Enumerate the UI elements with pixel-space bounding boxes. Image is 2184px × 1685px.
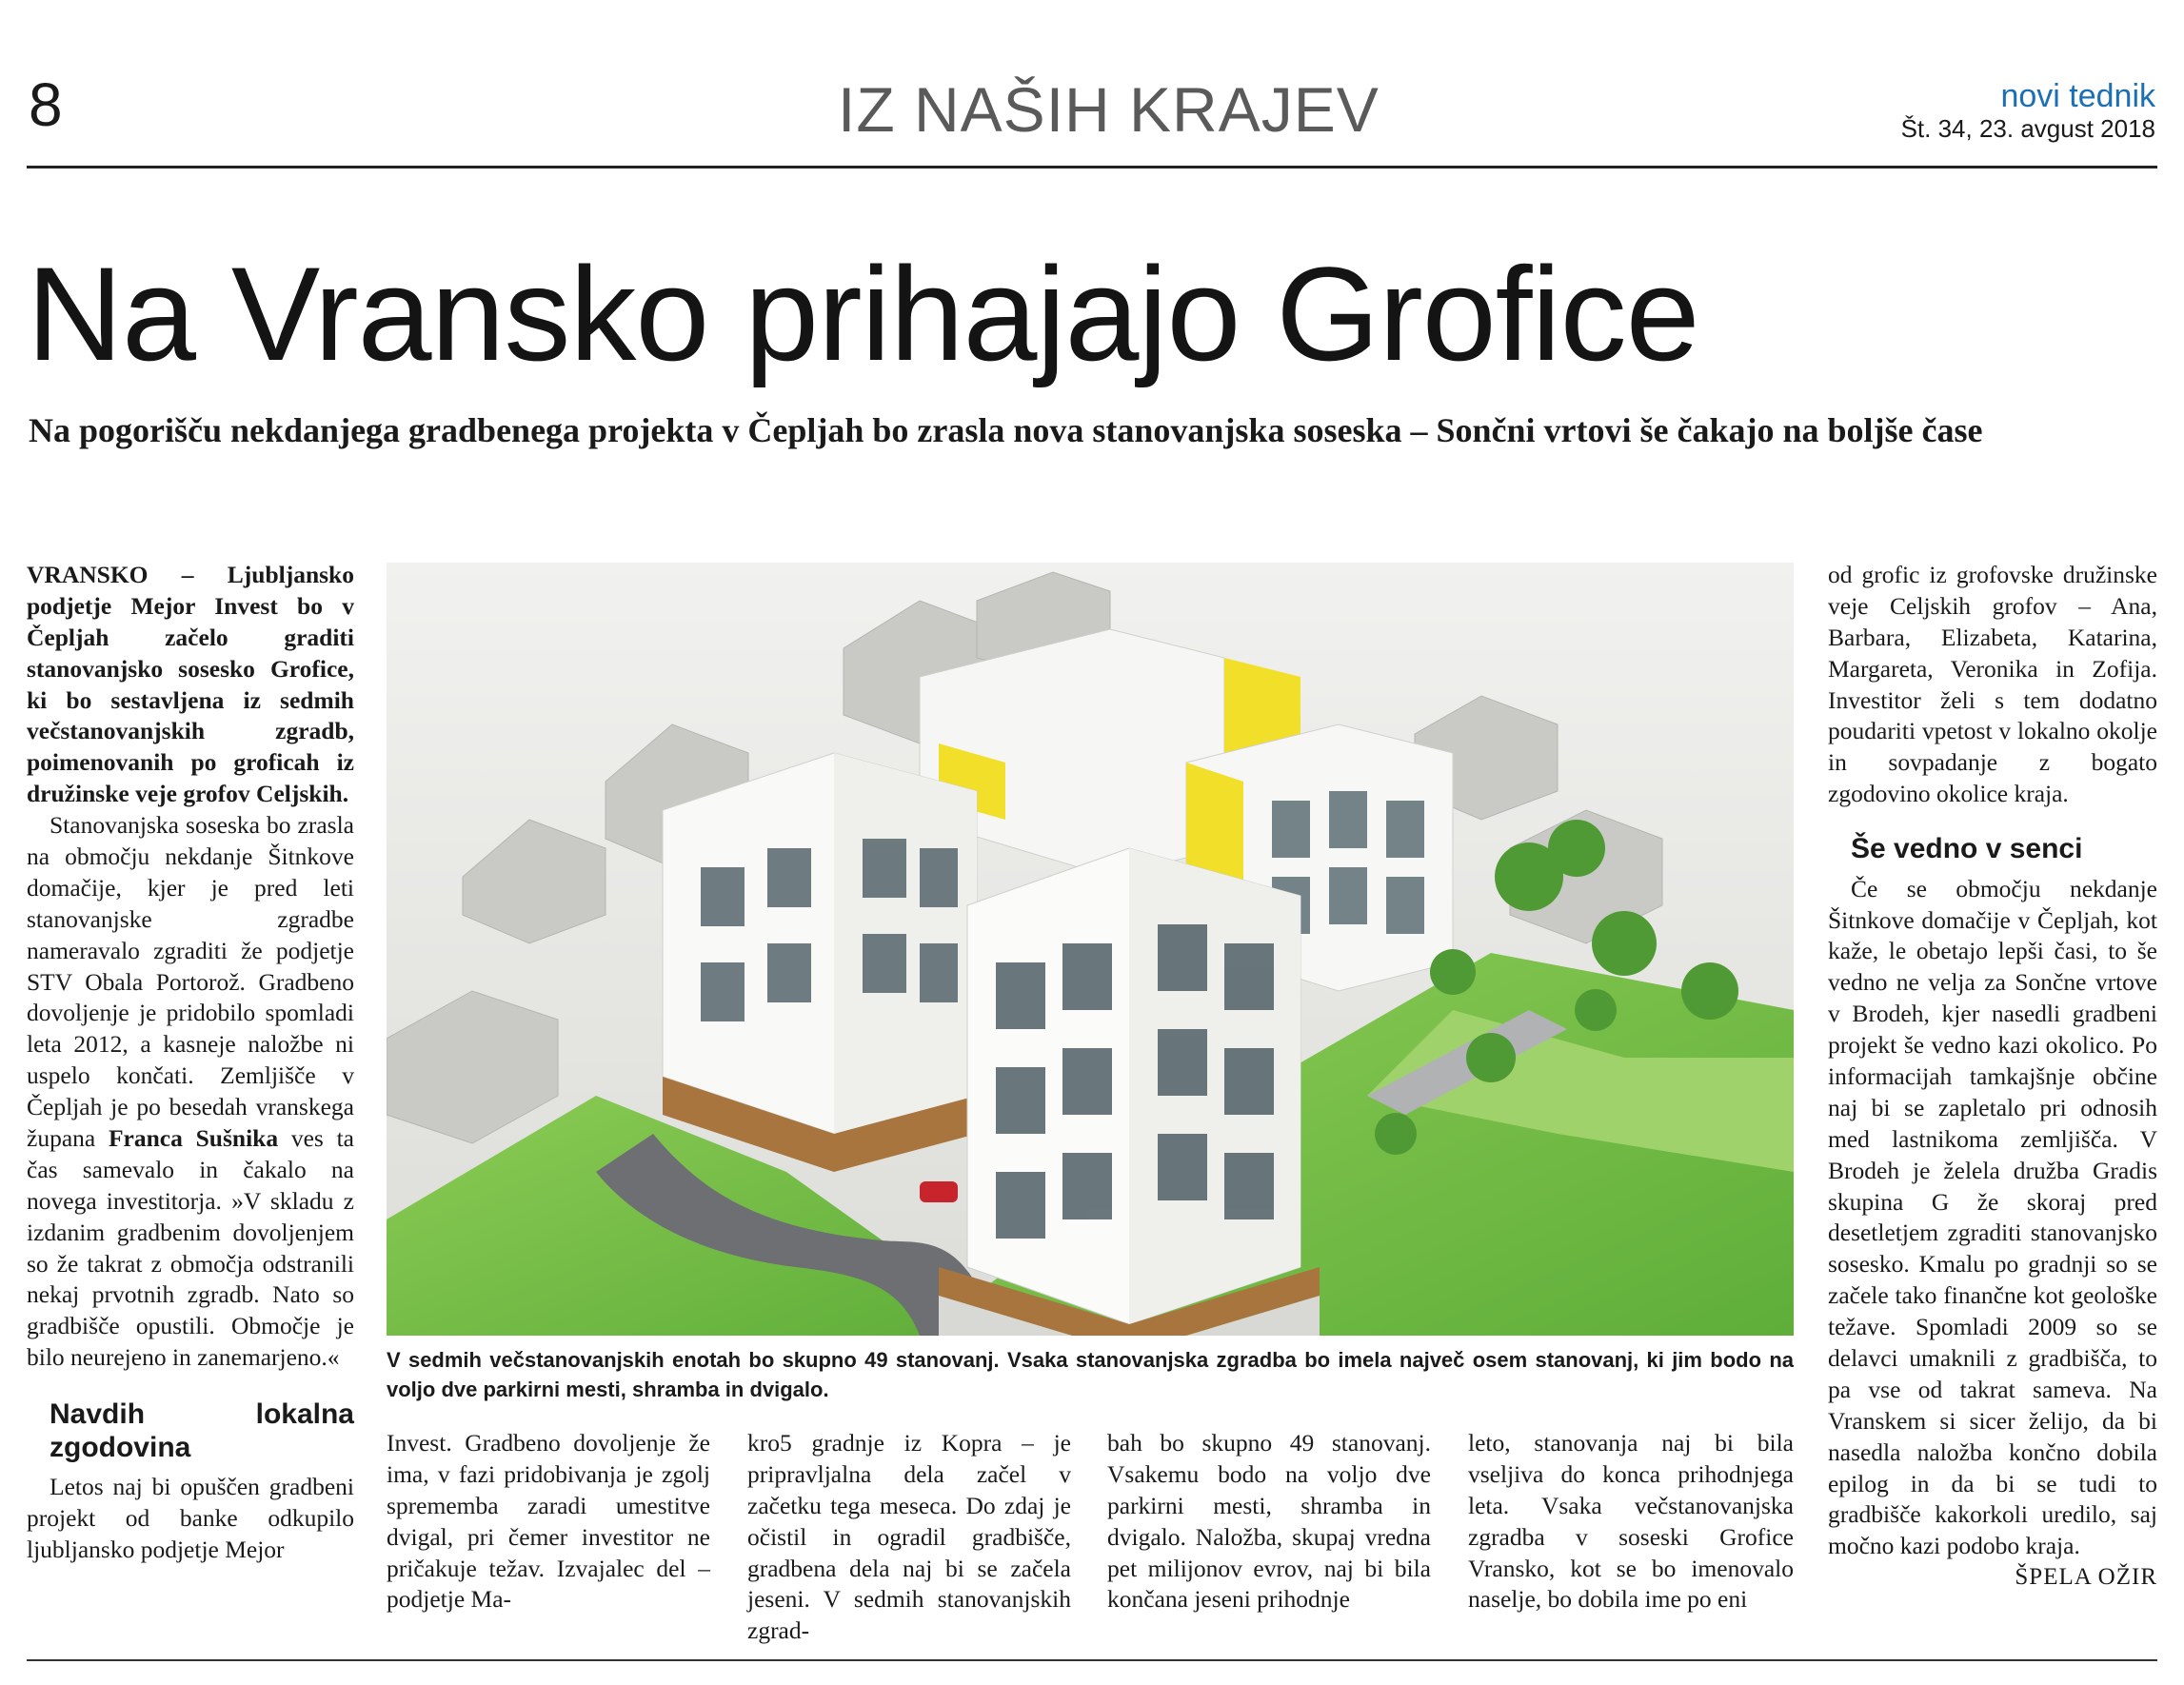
- body-paragraph: bah bo skupno 49 stanovanj. Vsakemu bodo na voljo dve parkirni mesti, shramba in dvigalo. Naložba, skupaj vredna pet milijonov evrov, naj bi bila končana jeseni prihodnje: [1107, 1429, 1431, 1614]
- column-right: [1828, 560, 2157, 1593]
- body-paragraph: kro5 gradnje iz Kopra – je pripravljalna dela začel v začetku tega meseca. Do zdaj je očistil in ogradil gradbišče, gradbena dela naj bi se začela jeseni. V sedmih stanovanjskih zgrad-: [747, 1429, 1071, 1645]
- author-byline: ŠPELA OŽIR: [2015, 1564, 2157, 1591]
- image-caption: V sedmih večstanovanjskih enotah bo skupno 49 stanovanj. Vsaka stanovanjska zgradba bo imela največ osem stanovanj, ki jim bodo na voljo dve parkirni mesti, shramba in dvigalo.: [387, 1348, 1794, 1401]
- header-rule: [27, 166, 2157, 168]
- column-4: [1107, 1428, 1431, 1616]
- body-paragraph: [27, 810, 354, 1374]
- footer-rule: [27, 1659, 2157, 1661]
- article-lead: VRANSKO – Ljubljansko podjetje Mejor Invest bo v Čepljah začelo graditi stanovanjsko sosesko Grofice, ki bo sestavljena iz sedmih večstanovanjskih zgradb, poimenovanih po groficah iz družinske veje grofov Celjskih.: [27, 561, 354, 808]
- body-paragraph: od grofic iz grofovske družinske veje Celjskih grofov – Ana, Barbara, Elizabeta, Katarina, Margareta, Veronika in Zofija. Investitor želi s tem dodatno poudariti vpetost v lokalno okolje in sovpadanje z bogato zgodovino okolice kraja.: [1828, 561, 2157, 808]
- subheading-history: Navdih lokalna zgodovina: [50, 1398, 354, 1463]
- body-paragraph: Če se območju nekdanje Šitnkove domačije v Čepljah, kot kaže, le obetajo lepši časi, to še vedno ne velja za Sončne vrtove v Brodeh, kjer nasedli gradbeni projekt še vedno kazi okolico. Po informacijah tamkajšnje občine naj bi se zapletalo pri odnosih med lastnikoma zemljišča. V Brodeh je želela družba Gradis skupina G že skoraj pred desetletjem zgraditi stanovanjsko sosesko. Kmalu po gradnji so se začele tako finančne kot geološke težave. Spomladi 2009 so se delavci umaknili z gradbišča, to pa vse od takrat sameva. Na Vranskem si sicer želijo, da bi nasedla naložba končno dobila epilog in da bi se tudi to gradbišče kakorkoli uredilo, saj močno kazi podobo kraja.: [1828, 874, 2157, 1560]
- body-paragraph: Invest. Gradbeno dovoljenje že ima, v fazi pridobivanja je zgolj sprememba zaradi umestitve dvigal, pri čemer investitor ne pričakuje težav. Izvajalec del – podjetje Ma-: [387, 1429, 710, 1614]
- housing-rendering-image: [387, 563, 1794, 1336]
- column-2: [387, 1428, 710, 1616]
- column-5: [1468, 1428, 1794, 1616]
- issue-date: Št. 34, 23. avgust 2018: [1900, 114, 2155, 143]
- column-left: [27, 560, 354, 1566]
- body-paragraph: Letos naj bi opuščen gradbeni projekt od banke odkupilo ljubljansko podjetje Mejor: [27, 1473, 354, 1563]
- article-deck: Na pogorišču nekdanjega gradbenega projekta v Čepljah bo zrasla nova stanovanjska soseska – Sončni vrtovi še čakajo na boljše čase: [29, 411, 1983, 449]
- body-text: ves ta čas samevalo in čakalo na novega investitorja. »V skladu z izdanim gradbenim dovoljenjem so že takrat z območja odstranili nekaj prvotnih zgradb. Nato so gradbišče opustili. Območje je bilo neurejeno in zanemarjeno.«: [27, 1124, 354, 1372]
- body-paragraph: leto, stanovanja naj bi bila vseljiva do konca prihodnjega leta. Vsaka večstanovanjska zgradba v soseski Grofice Vransko, kot se bo imenovalo naselje, bo dobila ime po eni: [1468, 1429, 1794, 1614]
- person-name: Franca Sušnika: [108, 1124, 279, 1153]
- article-headline: Na Vransko prihajajo Grofice: [27, 239, 1699, 388]
- newspaper-logo[interactable]: novi tednik: [2000, 78, 2155, 114]
- column-3: [747, 1428, 1071, 1647]
- housing-rendering-svg: [387, 563, 1794, 1336]
- page-number: 8: [29, 70, 63, 139]
- subheading-shadow: Še vedno v senci: [1851, 833, 2083, 865]
- section-title: IZ NAŠIH KRAJEV: [838, 74, 1380, 145]
- body-text: Stanovanjska soseska bo zrasla na območju nekdanje Šitnkove domačije, kjer je pred leti stanovanjske zgradbe nameravalo zgraditi že podjetje STV Obala Portorož. Gradbeno dovoljenje je pridobilo spomladi leta 2012, a kasneje naložbe ni uspelo končati. Zemljišče v Čepljah je po besedah vranskega župana: [27, 811, 354, 1153]
